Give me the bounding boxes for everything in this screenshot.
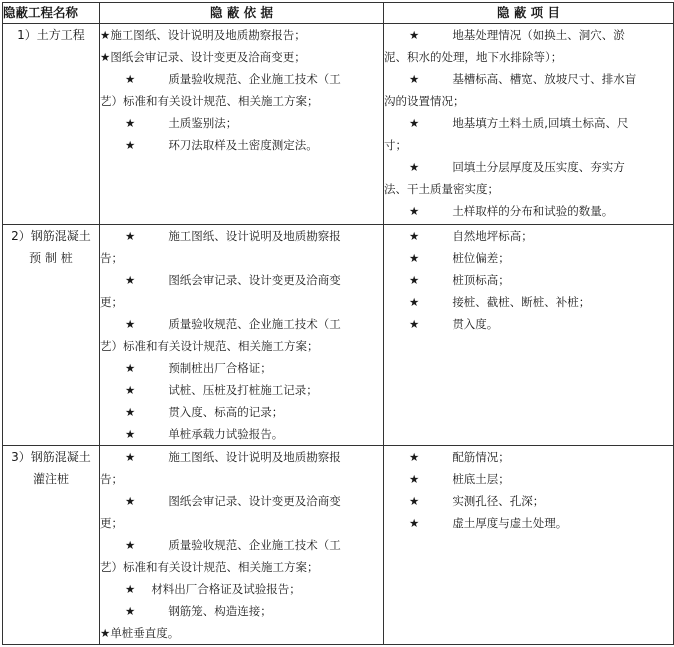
table-row [3,24,674,225]
list-item: ★ 实测孔径、孔深； [384,490,673,512]
items-cell [384,24,674,225]
list-item-cont: 法、干土质量密实度； [384,182,499,196]
list-item: ★ 质量验收规范、企业施工技术（工 [100,534,383,556]
list-item: ★ 自然地坪标高； [384,225,673,247]
row-name: 2）钢筋混凝土 预 制 桩 [3,225,100,446]
list-item: ★ 图纸会审记录、设计变更及洽商变 [100,490,383,512]
star-icon: ★ [409,494,420,508]
list-item: ★ 材料出厂合格证及试验报告； [100,578,383,600]
star-icon: ★ [409,295,420,309]
list-item-cont: 更； [100,295,123,309]
star-icon: ★ [409,116,420,130]
hidden-works-table [2,2,674,645]
star-icon: ★ [125,138,136,152]
list-item: ★ 预制桩出厂合格证； [100,357,383,379]
star-icon: ★ [409,28,420,42]
list-item: ★ 质量验收规范、企业施工技术（工 [100,313,383,335]
star-icon: ★ [100,626,111,640]
list-item: ★ 桩底土层； [384,468,673,490]
list-item: ★ 贯入度。 [384,313,673,335]
list-item-cont: 艺）标准和有关设计规范、相关施工方案； [100,339,319,353]
header-name: 隐蔽工程名称 [3,3,100,24]
star-icon: ★ [125,361,136,375]
basis-cell [100,446,384,645]
list-item-cont: 更； [100,516,123,530]
list-item-cont: 泥、积水的处理，地下水排除等）； [384,50,563,64]
list-item: ★ 虚土厚度与虚土处理。 [384,512,673,534]
list-item: ★ 试桩、压桩及打桩施工记录； [100,379,383,401]
star-icon: ★ [125,494,136,508]
list-item: ★ 基槽标高、槽宽、放坡尺寸、排水盲 [384,68,673,90]
header-basis: 隐 蔽 依 据 [100,3,384,24]
star-icon: ★ [125,317,136,331]
header-row [3,3,674,24]
list-item-cont: 沟的设置情况； [384,94,465,108]
star-icon: ★ [409,273,420,287]
list-item: ★ 地基填方土料土质,回填土标高、尺 [384,112,673,134]
list-item: ★ 土样取样的分布和试验的数量。 [384,200,673,222]
star-icon: ★ [125,116,136,130]
list-item: ★ 地基处理情况（如换土、洞穴、淤 [384,24,673,46]
star-icon: ★ [100,50,111,64]
list-item: ★ 桩顶标高； [384,269,673,291]
star-icon: ★ [409,229,420,243]
star-icon: ★ [125,273,136,287]
list-item: ★ 回填土分层厚度及压实度、夯实方 [384,156,673,178]
star-icon: ★ [125,383,136,397]
star-icon: ★ [409,72,420,86]
list-item: ★ 单桩承载力试验报告。 [100,423,383,445]
list-item: ★单桩垂直度。 [100,622,383,644]
star-icon: ★ [125,450,136,464]
list-item: ★ 土质鉴别法； [100,112,383,134]
list-item-cont: 艺）标准和有关设计规范、相关施工方案； [100,560,319,574]
list-item-cont: 告； [100,472,123,486]
star-icon: ★ [409,516,420,530]
list-item: ★ 图纸会审记录、设计变更及洽商变 [100,269,383,291]
star-icon: ★ [125,604,136,618]
star-icon: ★ [409,472,420,486]
star-icon: ★ [409,317,420,331]
items-cell [384,446,674,645]
basis-cell [100,225,384,446]
star-icon: ★ [409,204,420,218]
list-item-cont: 寸； [384,138,407,152]
list-item: ★ 施工图纸、设计说明及地质勘察报 [100,225,383,247]
list-item: ★ 质量验收规范、企业施工技术（工 [100,68,383,90]
star-icon: ★ [409,450,420,464]
star-icon: ★ [409,160,420,174]
list-item: ★ 贯入度、标高的记录； [100,401,383,423]
list-item-cont: 艺）标准和有关设计规范、相关施工方案； [100,94,319,108]
star-icon: ★ [125,538,136,552]
list-item: ★施工图纸、设计说明及地质勘察报告； [100,24,383,46]
header-items: 隐 蔽 项 目 [384,3,674,24]
list-item: ★ 施工图纸、设计说明及地质勘察报 [100,446,383,468]
list-item: ★ 配筋情况； [384,446,673,468]
star-icon: ★ [125,72,136,86]
star-icon: ★ [125,405,136,419]
star-icon: ★ [100,28,111,42]
table-row [3,446,674,645]
list-item: ★图纸会审记录、设计变更及洽商变更； [100,46,383,68]
star-icon: ★ [125,229,136,243]
list-item: ★ 环刀法取样及土密度测定法。 [100,134,383,156]
row-name: 1）土方工程 [3,24,100,225]
row-name: 3）钢筋混凝土 灌注桩 [3,446,100,645]
star-icon: ★ [125,582,136,596]
list-item: ★ 桩位偏差； [384,247,673,269]
items-cell [384,225,674,446]
basis-cell [100,24,384,225]
table-row [3,225,674,446]
star-icon: ★ [409,251,420,265]
list-item-cont: 告； [100,251,123,265]
list-item: ★ 钢筋笼、构造连接； [100,600,383,622]
list-item: ★ 接桩、截桩、断桩、补桩； [384,291,673,313]
star-icon: ★ [125,427,136,441]
